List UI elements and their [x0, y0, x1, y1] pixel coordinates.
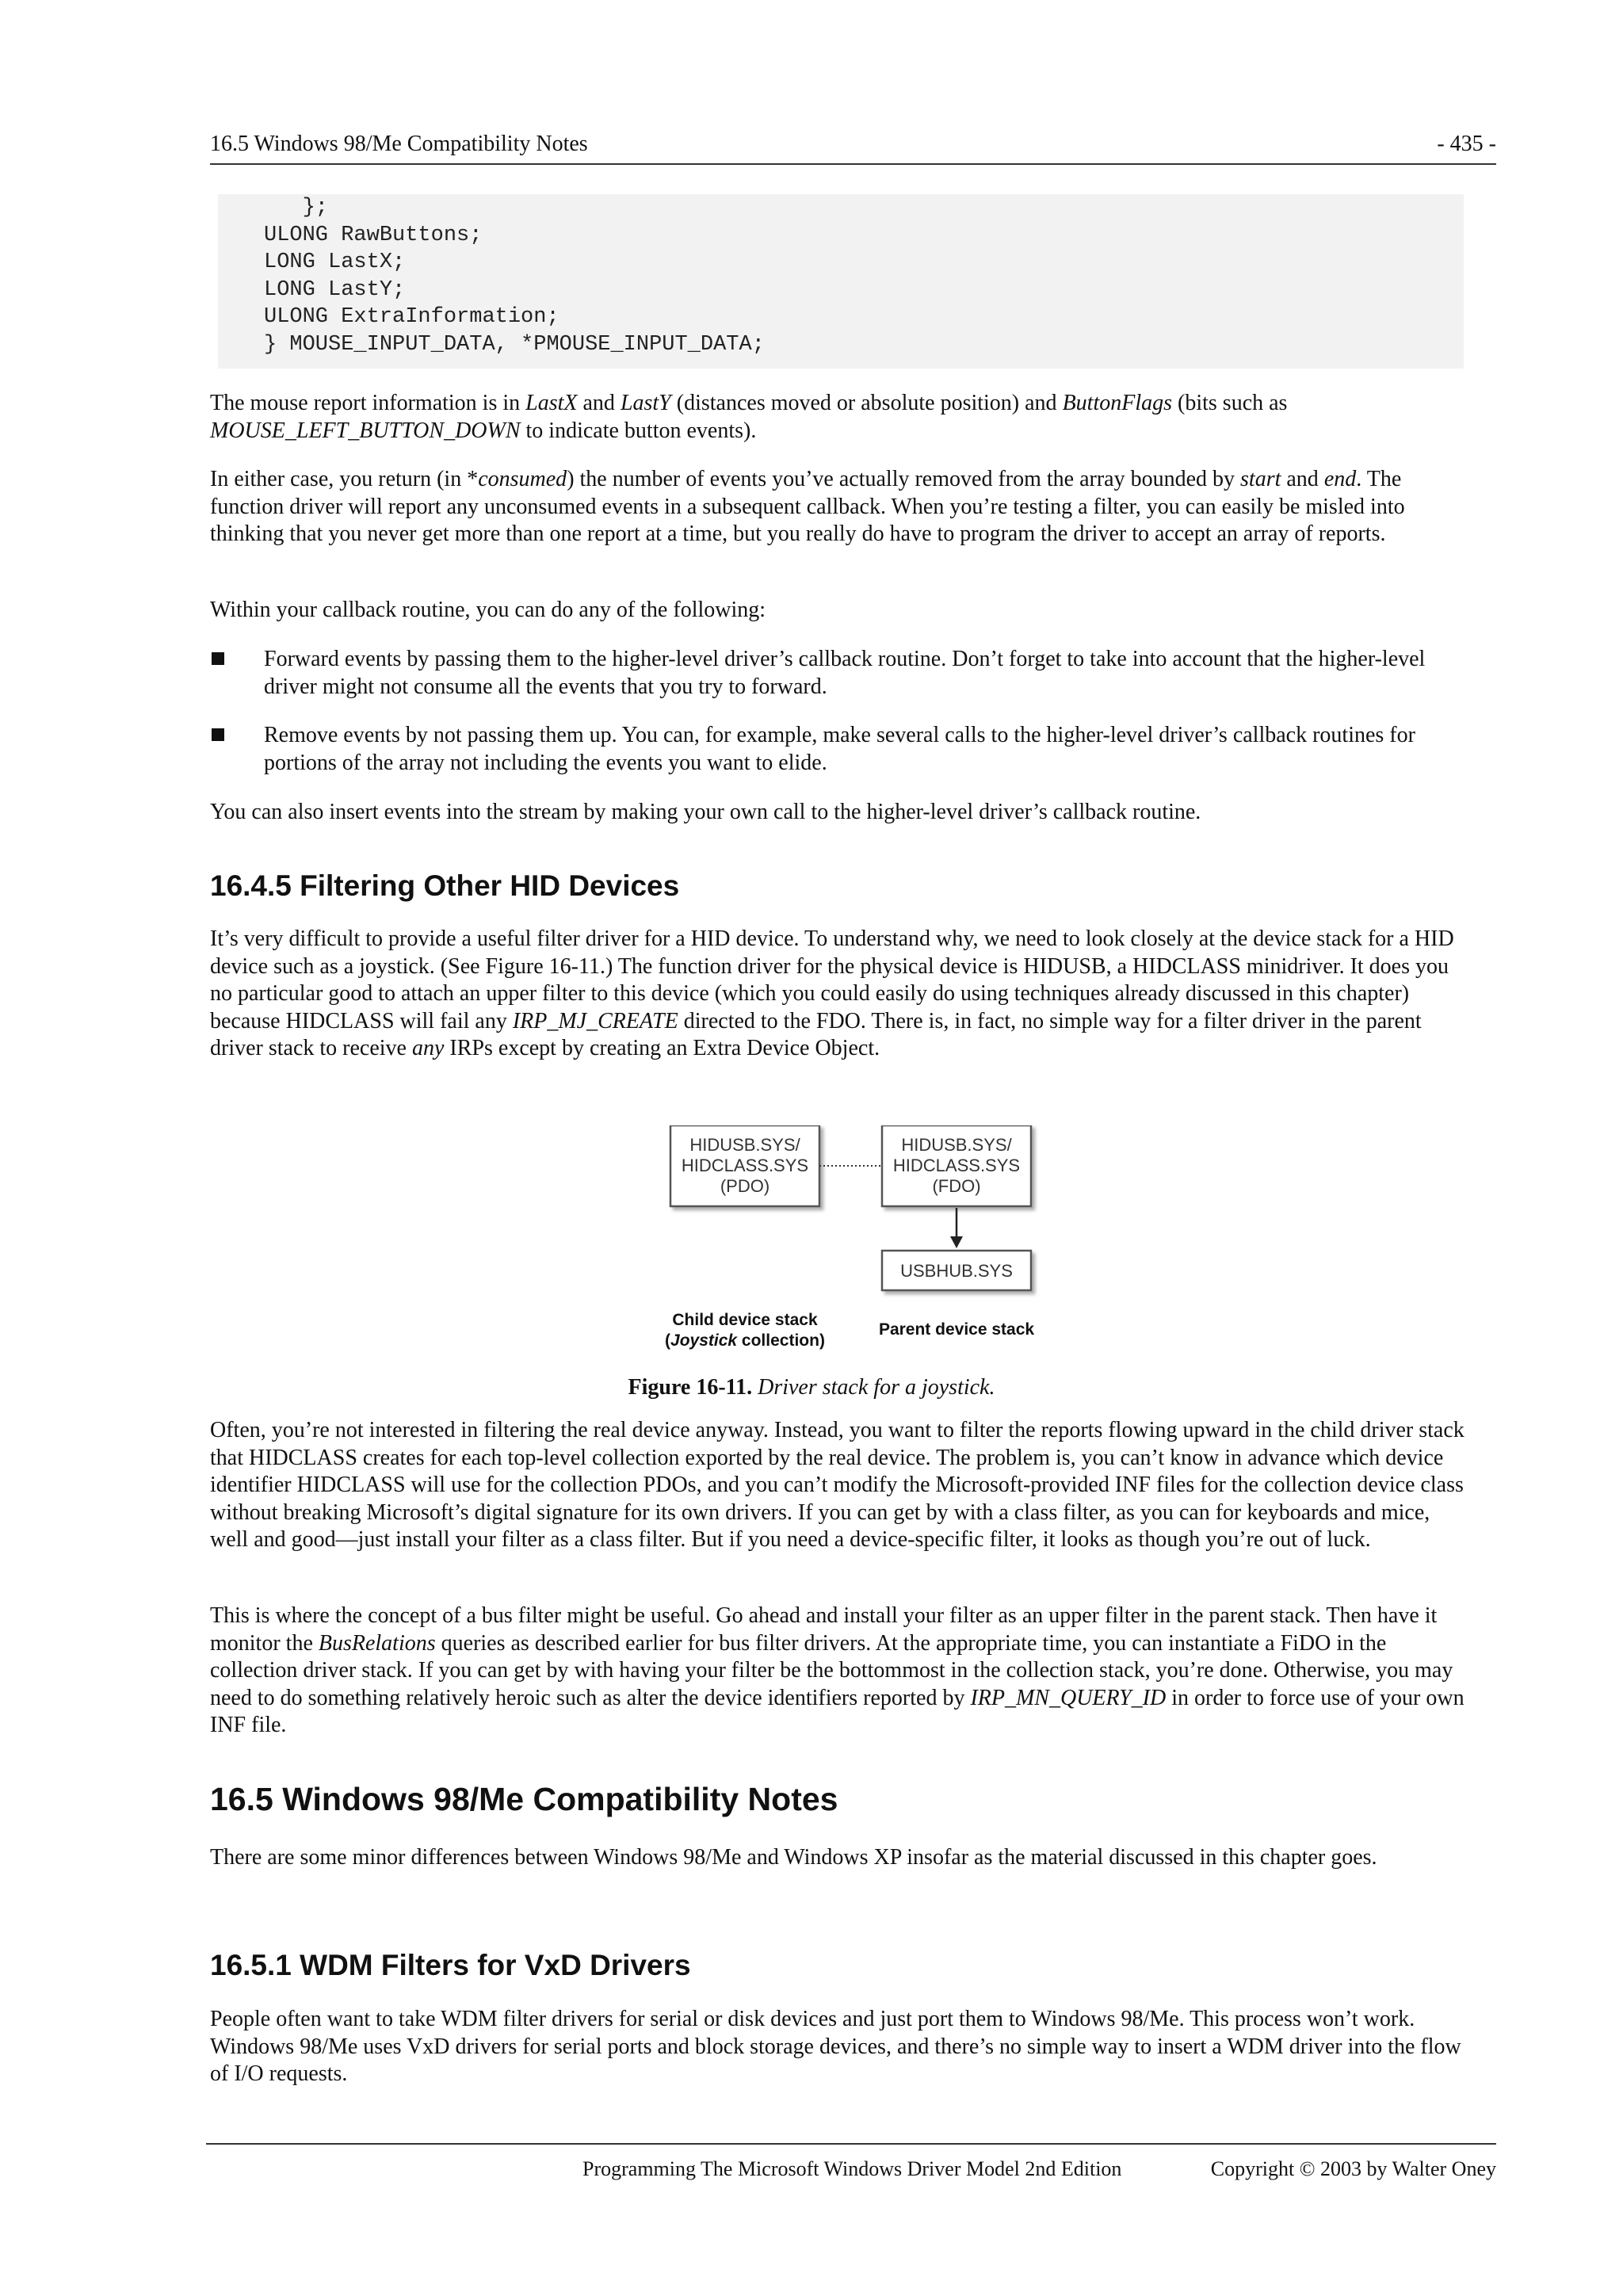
- down-arrow-icon: [950, 1236, 963, 1248]
- code-line: ULONG ExtraInformation;: [264, 305, 559, 329]
- running-footer: [206, 2143, 1496, 2180]
- paragraph-vxd: People often want to take WDM filter drivers for serial or disk devices and just port them to Windows 98/Me. This process won’t work. Windows 98/Me uses VxD drivers for serial ports and block storage devices, and there’s no simple way to insert a WDM driver into the flow of I/O requests.: [210, 2007, 1461, 2086]
- paragraph-consumed: In either case, you return (in *consumed) the number of events you’ve actually removed from the array bounded by start and end. The function driver will report any unconsumed events in a subsequent callback. When you’re testing a filter, you can easily be misled into thinking that you never get more than one report at a time, but you really do have to program the driver to accept an array of reports.: [210, 467, 1405, 546]
- code-line: } MOUSE_INPUT_DATA, *PMOUSE_INPUT_DATA;: [264, 332, 765, 357]
- paragraph-child-stack: Often, you’re not interested in filtering the real device anyway. Instead, you want to filter the reports flowing upward in the child driver stack that HIDCLASS creates for each top-level collection exported by the real device. The problem is, you can’t know in advance which device identifier HIDCLASS will use for the collection PDOs, and you can’t modify the Microsoft-provided INF files for the collection device class without breaking Microsoft’s digital signature for its own drivers. If you can get by with a class filter, as you can for keyboards and mice, well and good—just install your filter as a class filter. But if you need a device-specific filter, it looks as though you’re out of luck.: [210, 1418, 1465, 1552]
- code-line: };: [264, 196, 329, 220]
- driver-stack-diagram: [658, 1125, 1054, 1363]
- parent-stack-label: Parent device stack: [878, 1320, 1035, 1339]
- paragraph-callback-intro: Within your callback routine, you can do any of the following:: [210, 598, 766, 622]
- pdo-line-2: HIDCLASS.SYS: [681, 1156, 809, 1175]
- list-item: Remove events by not passing them up. You can, for example, make several calls to the higher-level driver’s callback routines for portions of the array not including the events you want to elide.: [210, 722, 1470, 777]
- fdo-box: [882, 1125, 1031, 1206]
- pdo-box: [670, 1125, 819, 1206]
- child-stack-label-2: (Joystick collection): [665, 1331, 825, 1350]
- code-line: ULONG RawButtons;: [264, 223, 483, 247]
- list-item: Forward events by passing them to the higher-level driver’s callback routine. Don’t forget to take into account that the higher-level driver might not consume all the events that you try to forward.: [210, 646, 1470, 701]
- code-block: [218, 194, 1464, 369]
- code-line: LONG LastY;: [264, 277, 406, 302]
- figure-driver-stack: [658, 1125, 1054, 1363]
- heading-16-4-5: 16.4.5 Filtering Other HID Devices: [210, 869, 680, 902]
- caption-label: Figure 16-11.: [628, 1375, 753, 1400]
- running-header: [210, 132, 1496, 165]
- paragraph-bus-filter: This is where the concept of a bus filter might be useful. Go ahead and install your filter as an upper filter in the parent stack. Then have it monitor the BusRelations queries as described earlier for bus filter drivers. At the appropriate time, you can instantiate a FiDO in the collection driver stack. If you can get by with having your filter be the bottommost in the collection stack, you’re done. Otherwise, you may need to do something relatively heroic such as alter the device identifiers reported by IRP_MN_QUERY_ID in order to force use of your own INF file.: [210, 1603, 1465, 1737]
- paragraph-mouse-report: The mouse report information is in LastX and LastY (distances moved or absolute position) and ButtonFlags (bits such as MOUSE_LEFT_BUTTON_DOWN to indicate button events).: [210, 391, 1288, 443]
- paragraph-insert-events: You can also insert events into the stream by making your own call to the higher-level driver’s callback routine.: [210, 800, 1201, 824]
- footer-book-title: Programming The Microsoft Windows Driver Model 2nd Edition: [582, 2157, 1122, 2180]
- fdo-line-3: (FDO): [932, 1176, 981, 1196]
- heading-16-5-1: 16.5.1 WDM Filters for VxD Drivers: [210, 1949, 691, 1981]
- square-bullet-icon: [212, 652, 224, 665]
- square-bullet-icon: [212, 728, 224, 741]
- usbhub-label: USBHUB.SYS: [900, 1261, 1013, 1281]
- heading-16-5: 16.5 Windows 98/Me Compatibility Notes: [210, 1781, 838, 1817]
- paragraph-differences: There are some minor differences between Windows 98/Me and Windows XP insofar as the material discussed in this chapter goes.: [210, 1845, 1377, 1870]
- caption-text: Driver stack for a joystick.: [758, 1375, 995, 1400]
- fdo-line-2: HIDCLASS.SYS: [892, 1156, 1021, 1175]
- footer-copyright: Copyright © 2003 by Walter Oney: [1210, 2157, 1496, 2180]
- code-line: LONG LastX;: [264, 250, 406, 274]
- paragraph-hid-filter: It’s very difficult to provide a useful filter driver for a HID device. To understand why, we need to look closely at the device stack for a HID device such as a joystick. (See Figure 16-11.) The function driver for the physical device is HIDUSB, a HIDCLASS minidriver. It does you no particular good to attach an upper filter to this device (which you could easily do using techniques already discussed in this chapter) because HIDCLASS will fail any IRP_MJ_CREATE directed to the FDO. There is, in fact, no simple way for a filter driver in the parent driver stack to receive any IRPs except by creating an Extra Device Object.: [210, 926, 1454, 1060]
- figure-caption: [0, 1375, 1623, 1400]
- child-stack-label-1: Child device stack: [672, 1311, 818, 1329]
- usbhub-box: [882, 1251, 1031, 1290]
- code-listing: [264, 194, 765, 358]
- pdo-line-1: HIDUSB.SYS/: [689, 1135, 800, 1155]
- pdo-line-3: (PDO): [720, 1176, 770, 1196]
- header-page-number: - 435 -: [1437, 132, 1496, 156]
- fdo-line-1: HIDUSB.SYS/: [901, 1135, 1012, 1155]
- header-section-title: 16.5 Windows 98/Me Compatibility Notes: [210, 132, 588, 156]
